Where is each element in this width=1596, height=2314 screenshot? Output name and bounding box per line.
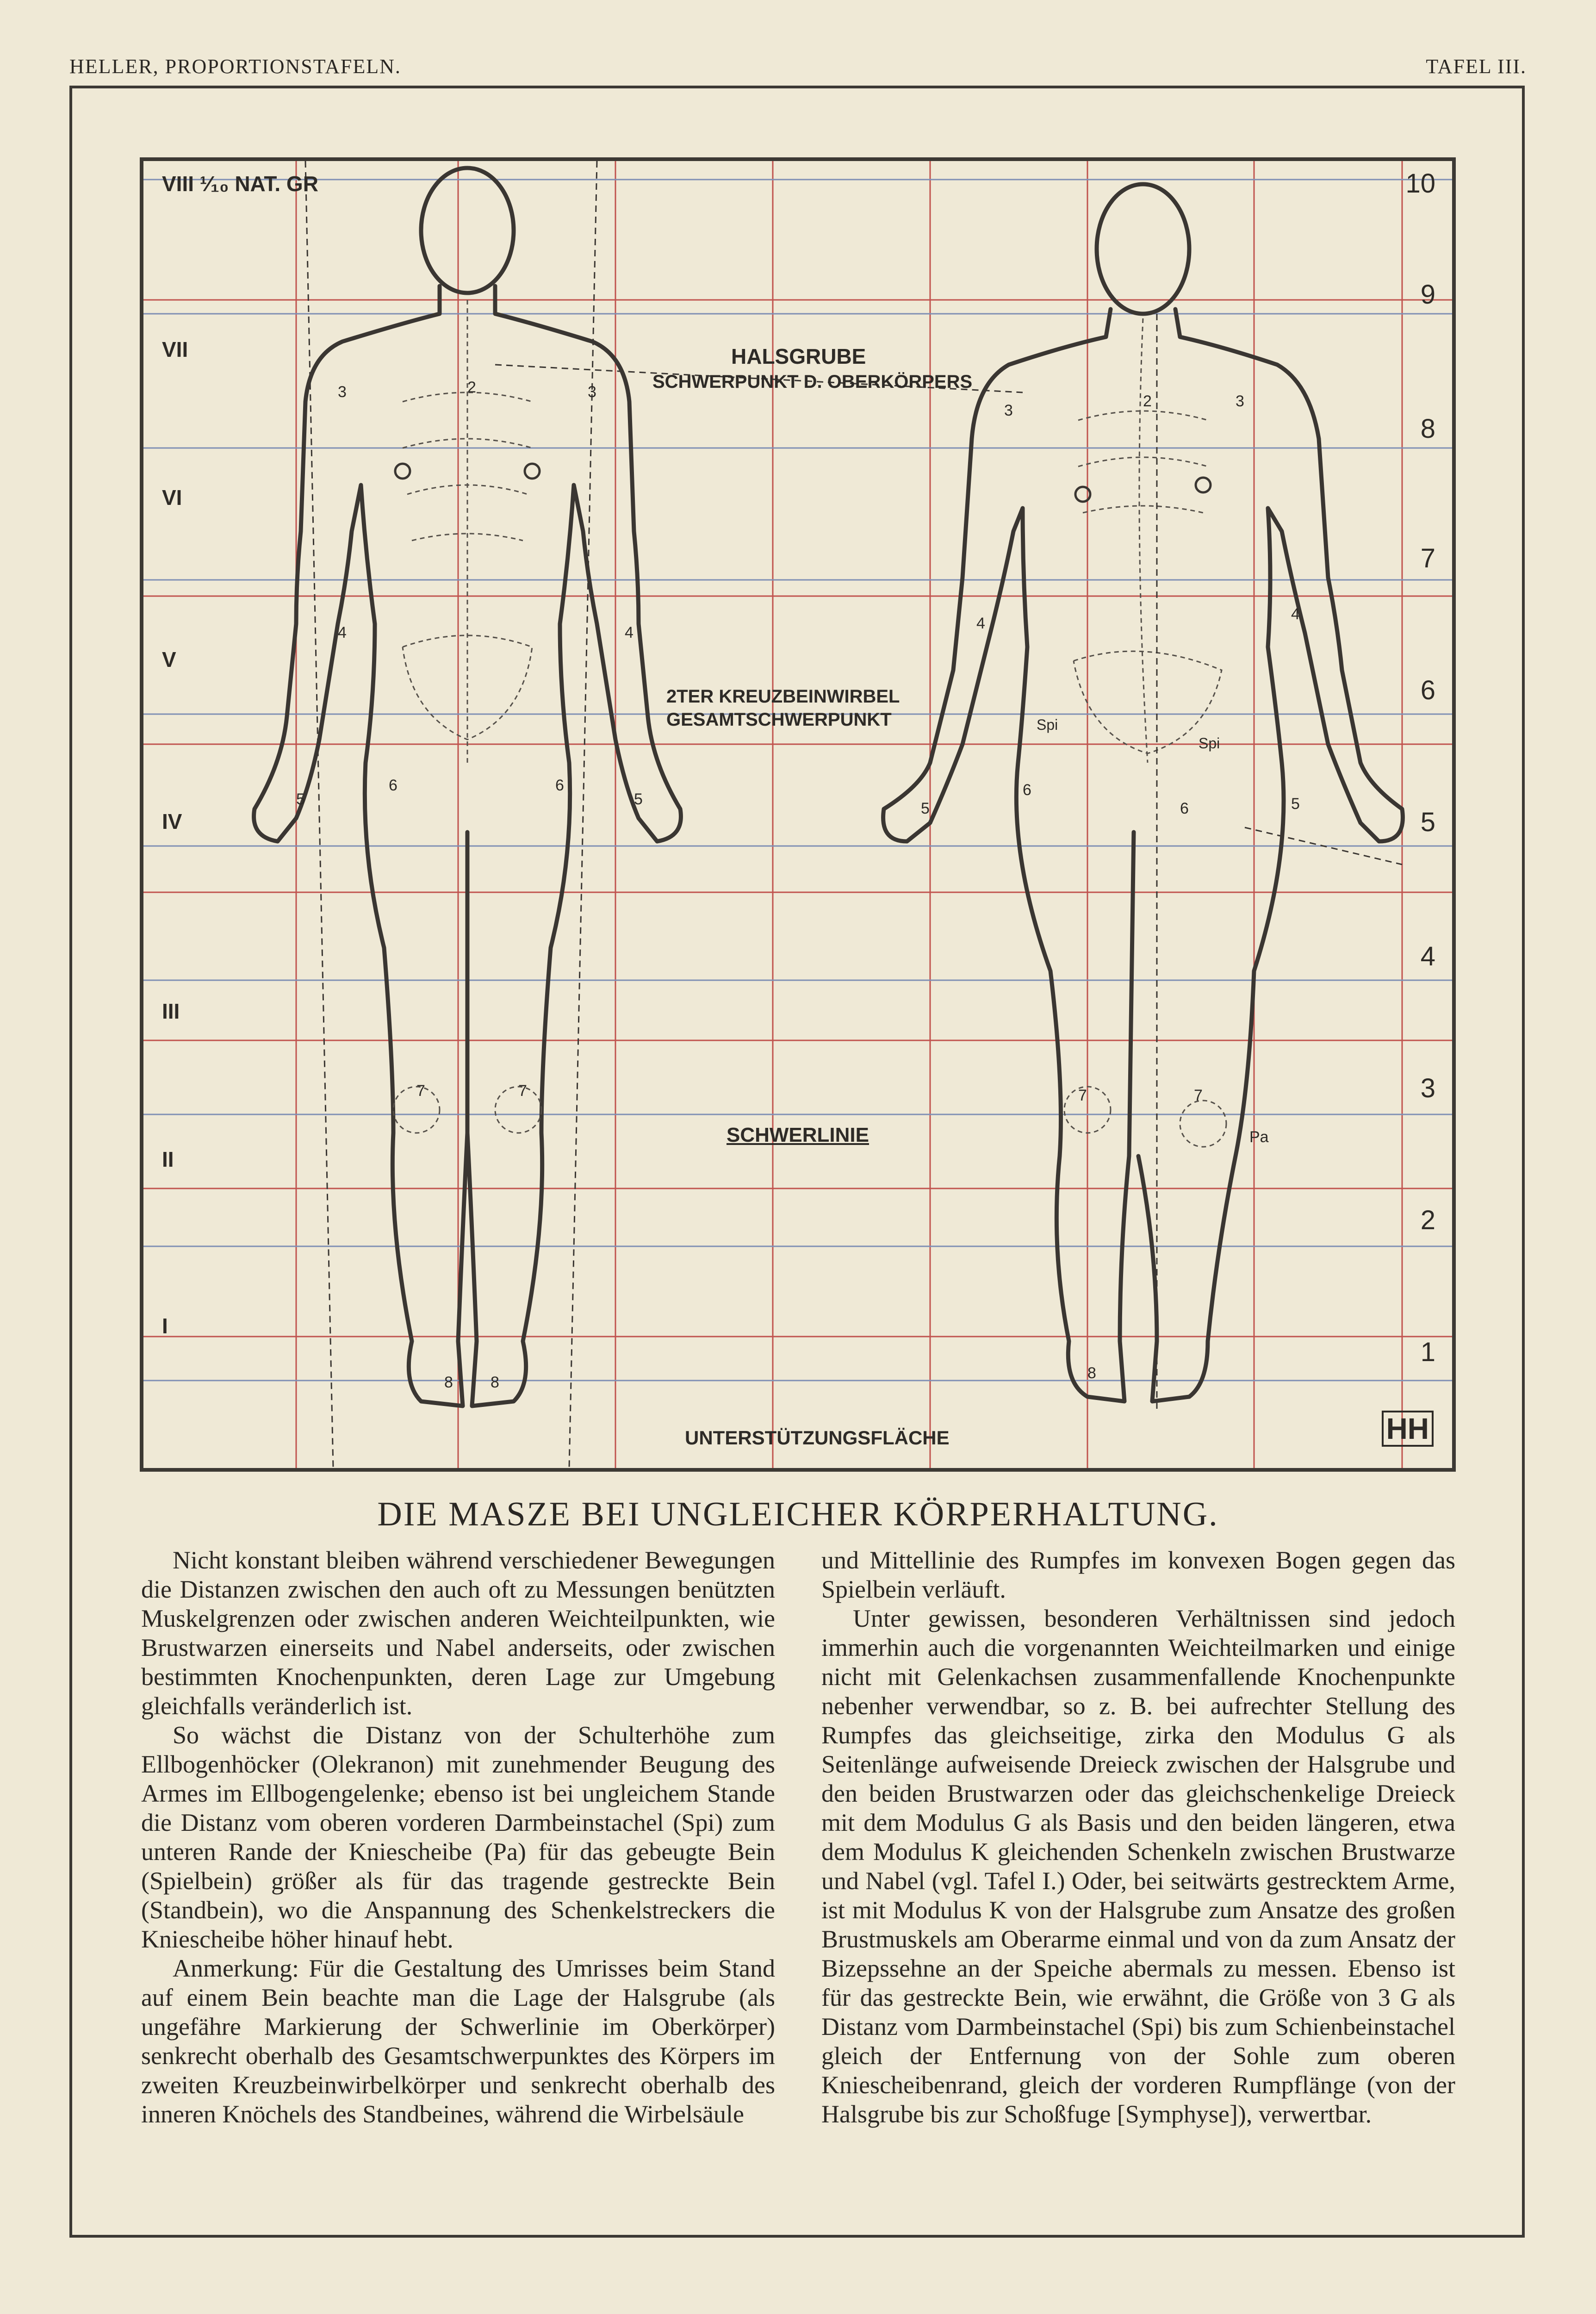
marker-3-left: 3 <box>338 383 347 401</box>
marker-7-fig2-right: 7 <box>1194 1087 1203 1104</box>
text-column-right <box>821 1546 1455 2129</box>
text-column-left <box>141 1546 775 2129</box>
marker-4-left: 4 <box>338 624 347 641</box>
roman-2: II <box>162 1147 174 1171</box>
paragraph: Anmerkung: Für die Gestaltung des Umrisses beim Stand auf einem Bein beachte man die Lage der Halsgrube (als ungefähre Markierung der Schwerlinie im Oberkörper) senkrecht oberhalb des Gesamtschwerpunktes des Körpers im zweiten Kreuzbeinwirbelkörper und senkrecht oberhalb des inneren Knöchels des Standbeines, während die Wirbelsäule <box>141 1954 775 2128</box>
marker-6-fig2-right: 6 <box>1180 800 1189 817</box>
label-spi-left: Spi <box>1037 716 1058 733</box>
marker-6-right: 6 <box>555 777 564 794</box>
marker-8-left: 8 <box>444 1374 453 1391</box>
arabic-7: 7 <box>1420 543 1435 573</box>
marker-6-left: 6 <box>389 777 397 794</box>
arabic-5: 5 <box>1420 807 1435 837</box>
plate-title: DIE MASZE BEI UNGLEICHER KÖRPERHALTUNG. <box>377 1495 1219 1533</box>
label-gesamtschwerpunkt: GESAMTSCHWERPUNKT <box>666 709 892 730</box>
running-header-left: HELLER, PROPORTIONSTAFELN. <box>69 55 401 78</box>
scale-label: VIII ¹⁄₁₀ NAT. GR <box>162 172 318 196</box>
roman-7: VII <box>162 337 188 361</box>
label-schwerlinie: SCHWERLINIE <box>727 1124 869 1146</box>
arabic-2: 2 <box>1420 1205 1435 1235</box>
label-unterstuetzungsflaeche: UNTERSTÜTZUNGSFLÄCHE <box>685 1427 950 1449</box>
marker-4-right: 4 <box>625 624 633 641</box>
marker-2-left: 2 <box>467 379 476 396</box>
paragraph: So wächst die Distanz von der Schulterhöhe zum Ellbogenhöcker (Olekranon) mit zunehmender Beugung des Armes im Ellbogengelenke; ebenso ist bei ungleichem Stande die Distanz vom oberen vorderen Darmbeinstachel (Spi) zum unteren Rande der Kniescheibe (Pa) für das gebeugte Bein (Spielbein) größer als für das tragende gestreckte Bein (Standbein), wo die Anspannung des Schenkelstreckers die Kniescheibe höher hinauf hebt. <box>141 1721 775 1953</box>
right-nipples <box>1075 478 1211 502</box>
marker-2-fig2: 2 <box>1143 392 1152 410</box>
paragraph: Nicht konstant bleiben während verschiedener Bewegungen die Distanzen zwischen den auch oft zu Messungen benützten Muskelgrenzen oder zwischen anderen Weichteilpunkten, wie Brustwarzen einerseits und Nabel anderseits, oder zwischen bestimmten Knochenpunkten, deren Lage zur Umgebung gleichfalls veränderlich ist. <box>141 1546 775 1720</box>
arabic-9: 9 <box>1420 280 1435 310</box>
marker-8-right: 8 <box>491 1374 499 1391</box>
marker-3-right: 3 <box>588 383 596 401</box>
marker-5-left: 5 <box>296 790 305 808</box>
marker-5-fig2-left: 5 <box>921 800 930 817</box>
marker-7-fig2-left: 7 <box>1078 1087 1087 1104</box>
roman-6: VI <box>162 485 182 510</box>
label-kreuzbeinwirbel: 2TER KREUZBEINWIRBEL <box>666 686 900 707</box>
figure-right-skeleton <box>1064 318 1226 1147</box>
marker-4-fig2-right: 4 <box>1291 605 1300 623</box>
marker-5-fig2-right: 5 <box>1291 795 1300 813</box>
monogram: HH <box>1382 1411 1434 1447</box>
roman-3: III <box>162 999 180 1023</box>
label-halsgrube: HALSGRUBE <box>731 344 866 368</box>
arabic-4: 4 <box>1420 941 1435 971</box>
roman-5: V <box>162 647 176 672</box>
arabic-6: 6 <box>1420 675 1435 705</box>
marker-6-fig2-left: 6 <box>1023 781 1031 799</box>
marker-3-fig2-left: 3 <box>1004 402 1013 419</box>
marker-3-fig2-right: 3 <box>1236 392 1244 410</box>
roman-4: IV <box>162 809 182 834</box>
marker-4-fig2-left: 4 <box>976 615 985 632</box>
marker-8-fig2: 8 <box>1087 1364 1096 1382</box>
marker-5-right: 5 <box>634 790 643 808</box>
arabic-3: 3 <box>1420 1073 1435 1103</box>
anatomical-plate <box>140 157 1456 1472</box>
label-spi-right: Spi <box>1199 735 1220 752</box>
arabic-10: 10 <box>1405 168 1435 199</box>
marker-7-left: 7 <box>416 1082 425 1100</box>
paragraph: Unter gewissen, besonderen Verhältnissen sind jedoch immerhin auch die vorgenannten Weichteilmarken und einige nicht mit Gelenkachsen zusammenfallende Knochenpunkte nebenher verwendbar, so z. B. bei aufrechter Stellung des Rumpfes das gleichseitige, zirka den Modulus G als Seitenlänge aufweisende Dreieck zwischen der Halsgrube und den beiden Brustwarzen oder das gleichschenkelige Dreieck mit dem Modulus G als Basis und den beiden längeren, etwa dem Modulus K gleichenden Schenkeln zwischen Brustwarze und Nabel (vgl. Tafel I.) Oder, bei seitwärts gestrecktem Arme, ist mit Modulus K von der Halsgrube zum Ansatze des großen Brustmuskels am Oberarme einmal und von da zum Ansatz der Bizepssehne an der Speiche abermals zu messen. Ebenso ist für das gestreckte Bein, wie erwähnt, die Größe von 3 G als Distanz vom Darmbeinstachel (Spi) bis zum Schienbeinstachel gleich der Entfernung von der Sohle zum oberen Kniescheibenrand, gleich der vorderen Rumpflänge (von der Halsgrube bis zur Schoßfuge [Symphyse]), verwertbar. <box>821 1605 1455 2128</box>
running-header-right: TAFEL III. <box>1426 55 1527 78</box>
label-pa: Pa <box>1249 1128 1269 1146</box>
paragraph: und Mittellinie des Rumpfes im konvexen Bogen gegen das Spielbein verläuft. <box>821 1546 1455 1603</box>
label-schwerpunkt-oberkoerper: SCHWERPUNKT D. OBERKÖRPERS <box>652 372 973 392</box>
roman-1: I <box>162 1314 168 1338</box>
figure-right <box>883 184 1403 1401</box>
arabic-8: 8 <box>1420 414 1435 444</box>
marker-7-right: 7 <box>518 1082 527 1100</box>
arabic-1: 1 <box>1420 1337 1435 1367</box>
